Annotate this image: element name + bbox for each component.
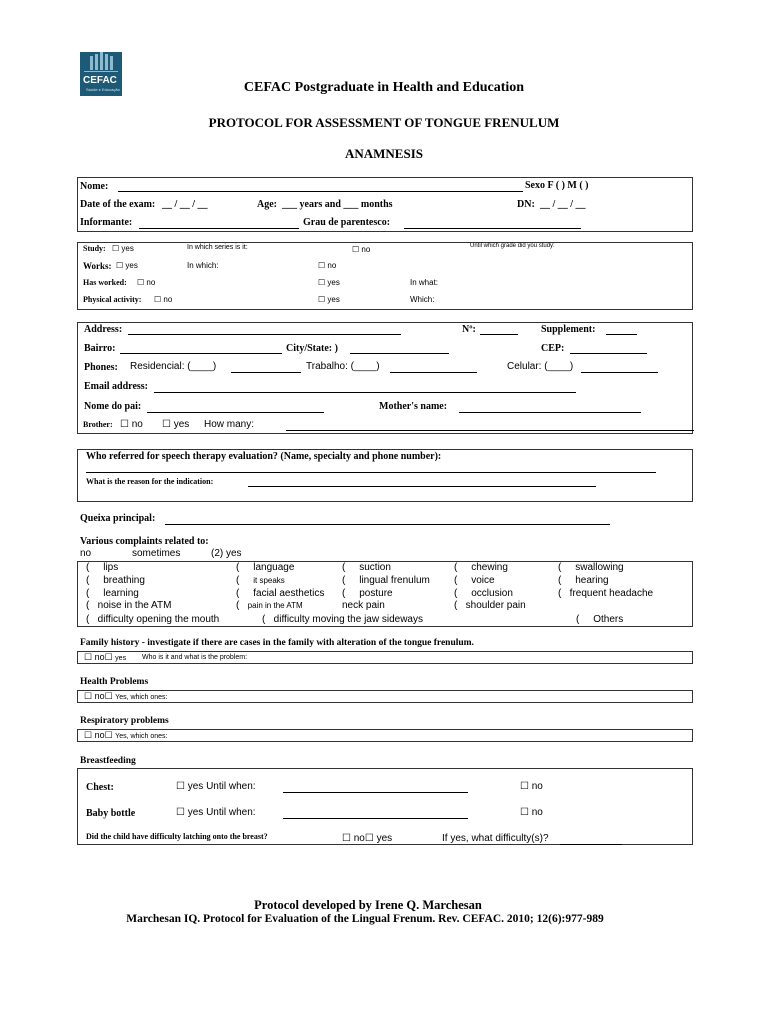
has-worked-no-text: no xyxy=(146,278,156,287)
works-no-option[interactable]: ☐ no xyxy=(318,261,337,270)
how-many-label: How many: xyxy=(204,419,255,430)
reason-field[interactable] xyxy=(248,476,596,487)
bottle-no-option[interactable]: ☐ no xyxy=(520,807,543,818)
complaint-label: language xyxy=(253,562,295,573)
respiratory-problems-title: Respiratory problems xyxy=(80,716,169,726)
footer-developed-by: Protocol developed by Irene Q. Marchesan xyxy=(254,898,482,912)
latch-no-text: no xyxy=(353,833,365,844)
informant-field[interactable] xyxy=(139,218,299,229)
date-label: Date of the exam: xyxy=(80,199,156,210)
complaint-label: swallowing xyxy=(575,562,624,573)
supplement-field[interactable] xyxy=(606,324,637,335)
family-yes-text: yes xyxy=(115,655,127,662)
chest-yes-option[interactable]: ☐ yes Until when: xyxy=(176,781,256,792)
dn-label: DN: xyxy=(517,199,535,210)
complaint-item[interactable]: ( learning xyxy=(86,588,139,599)
in-what-label: In what: xyxy=(410,278,439,287)
kinship-label: Grau de parentesco: xyxy=(303,217,391,228)
father-field[interactable] xyxy=(147,402,324,413)
cep-field[interactable] xyxy=(570,343,647,354)
cep-label: CEP: xyxy=(541,343,565,354)
has-worked-label: Has worked: xyxy=(83,278,127,287)
complaint-item[interactable]: ( facial aesthetics xyxy=(236,588,325,599)
complaint-item[interactable]: ( posture xyxy=(342,588,393,599)
physical-yes-option[interactable]: ☐ yes xyxy=(318,295,340,304)
number-field[interactable] xyxy=(480,324,518,335)
chest-label: Chest: xyxy=(86,782,114,793)
main-complaint-field[interactable] xyxy=(165,514,610,525)
complaint-label: noise in the ATM xyxy=(97,600,172,611)
series-label: In which series is it: xyxy=(187,244,248,251)
work-phone-field[interactable] xyxy=(390,362,477,373)
physical-no-text: no xyxy=(163,295,173,304)
has-worked-no-option[interactable]: ☐ no xyxy=(137,278,156,287)
complaint-label: difficulty moving the jaw sideways xyxy=(273,614,423,625)
email-label: Email address: xyxy=(84,381,148,392)
complaint-label: pain in the ATM xyxy=(247,601,303,610)
complaint-item[interactable]: ( lingual frenulum xyxy=(342,575,430,586)
logo-text: CEFAC xyxy=(83,75,117,86)
respiratory-yes-which: Yes, which ones: xyxy=(115,733,168,740)
bottle-until-field[interactable] xyxy=(283,808,468,819)
work-phone-label: Trabalho: (____) xyxy=(306,361,380,372)
chest-yes-until: yes Until when: xyxy=(187,781,256,792)
complaints-title: Various complaints related to: xyxy=(80,536,209,547)
dn-field[interactable]: __ / __ / __ xyxy=(540,199,586,210)
complaint-label: shoulder pain xyxy=(465,600,526,611)
complaint-item[interactable]: ( suction xyxy=(342,562,391,573)
age-field[interactable]: ___ years and ___ months xyxy=(282,199,393,210)
latch-option[interactable]: ☐ no☐ yes xyxy=(342,833,393,844)
name-field[interactable] xyxy=(118,181,523,192)
works-no-text: no xyxy=(327,261,337,270)
complaint-label: learning xyxy=(103,588,139,599)
institution-title: CEFAC Postgraduate in Health and Education xyxy=(243,80,525,95)
complaint-item[interactable]: ( difficulty moving the jaw sideways xyxy=(262,614,423,625)
complaint-label: breathing xyxy=(103,575,145,586)
health-no-text: no xyxy=(94,691,105,701)
sex-label: Sexo F ( ) M ( ) xyxy=(525,180,589,191)
has-worked-yes-text: yes xyxy=(327,278,340,287)
brother-no-text: no xyxy=(131,419,143,430)
health-yes-which: Yes, which ones: xyxy=(115,694,168,701)
bairro-field[interactable] xyxy=(120,343,282,354)
complaint-item[interactable]: ( shoulder pain xyxy=(454,600,526,611)
chest-no-text: no xyxy=(531,781,543,792)
kinship-field[interactable] xyxy=(404,218,581,229)
family-history-title: Family history - investigate if there are cases in the family with alteration of the tongue frenulum. xyxy=(80,638,474,648)
physical-activity-label: Physical activity: xyxy=(83,295,142,304)
complaint-item[interactable]: ( it speaks xyxy=(236,575,285,586)
complaint-item[interactable]: ( voice xyxy=(454,575,495,586)
residential-phone-field[interactable] xyxy=(231,362,301,373)
brother-yes-option[interactable]: ☐ yes xyxy=(162,419,190,430)
complaint-item[interactable]: ( frequent headache xyxy=(558,588,654,599)
phones-label: Phones: xyxy=(84,362,118,373)
residential-phone-label: Residencial: (____) xyxy=(130,361,217,372)
family-who-label: Who is it and what is the problem: xyxy=(142,654,248,661)
which-label: Which: xyxy=(410,295,435,304)
complaint-item[interactable]: ( noise in the ATM xyxy=(86,600,172,611)
baby-bottle-label: Baby bottle xyxy=(86,808,136,819)
complaint-label: it speaks xyxy=(253,576,285,585)
health-option[interactable]: ☐ no☐ Yes, which ones: xyxy=(84,691,168,701)
complaint-label: Others xyxy=(593,614,624,625)
protocol-title: PROTOCOL FOR ASSESSMENT OF TONGUE FRENULUM xyxy=(208,115,560,130)
mother-field[interactable] xyxy=(459,402,641,413)
complaint-label: voice xyxy=(471,575,495,586)
complaint-item[interactable]: ( breathing xyxy=(86,575,145,586)
complaint-item[interactable]: ( pain in the ATM xyxy=(236,600,303,611)
complaint-label: frequent headache xyxy=(569,588,654,599)
grade-label: Until which grade did you study: xyxy=(470,243,555,249)
has-worked-yes-option[interactable]: ☐ yes xyxy=(318,278,340,287)
supplement-label: Supplement: xyxy=(541,324,596,335)
complaint-item[interactable]: ( hearing xyxy=(558,575,609,586)
bottle-no-text: no xyxy=(531,807,543,818)
address-box xyxy=(77,322,693,434)
complaint-item[interactable]: ( difficulty opening the mouth xyxy=(86,614,220,625)
legend-no: no xyxy=(80,548,92,559)
age-label: Age: xyxy=(257,199,277,210)
works-yes-option[interactable]: ☐ yes xyxy=(116,261,138,270)
logo-subtext: Saúde e Educação xyxy=(86,87,120,92)
complaint-item[interactable]: ( Others xyxy=(576,614,624,625)
footer-citation: Marchesan IQ. Protocol for Evaluation of the Lingual Frenum. Rev. CEFAC. 2010; 12(6):977-989 xyxy=(126,913,604,925)
complaint-label: facial aesthetics xyxy=(253,588,325,599)
bottle-yes-until: yes Until when: xyxy=(187,807,256,818)
respiratory-option[interactable]: ☐ no☐ Yes, which ones: xyxy=(84,730,168,740)
family-no-option[interactable]: ☐ no☐ yes xyxy=(84,652,127,662)
works-label: Works: xyxy=(83,261,112,271)
bottle-yes-option[interactable]: ☐ yes Until when: xyxy=(176,807,256,818)
latch-yes-text: yes xyxy=(376,833,393,844)
family-no-text: no xyxy=(94,652,105,662)
breastfeeding-title: Breastfeeding xyxy=(80,756,136,766)
bairro-label: Bairro: xyxy=(84,343,116,354)
complaint-item[interactable]: ( chewing xyxy=(454,562,508,573)
informant-label: Informante: xyxy=(80,217,133,228)
study-no-option[interactable]: ☐ no xyxy=(352,245,371,254)
complaint-item[interactable]: ( language xyxy=(236,562,295,573)
legend-sometimes: sometimes xyxy=(132,548,181,559)
chest-until-field[interactable] xyxy=(283,782,468,793)
complaint-label: posture xyxy=(359,588,393,599)
complaint-label: lips xyxy=(103,562,119,573)
referral-field[interactable] xyxy=(86,462,656,473)
complaint-label: lingual frenulum xyxy=(359,575,430,586)
brother-label: Brother: xyxy=(83,420,113,429)
section-title: ANAMNESIS xyxy=(344,146,423,161)
complaint-label: chewing xyxy=(471,562,508,573)
reason-label: What is the reason for the indication: xyxy=(86,477,214,486)
complaint-label: difficulty opening the mouth xyxy=(97,614,220,625)
health-problems-box xyxy=(77,690,693,703)
referral-question: Who referred for speech therapy evaluation? (Name, specialty and phone number): xyxy=(86,451,442,462)
complaint-item[interactable]: ( swallowing xyxy=(558,562,624,573)
mother-label: Mother's name: xyxy=(379,401,448,412)
physical-yes-text: yes xyxy=(327,295,340,304)
latch-difficulty-field[interactable] xyxy=(560,834,622,845)
date-field[interactable]: __ / __ / __ xyxy=(162,199,208,210)
address-label: Address: xyxy=(84,324,123,335)
brother-yes-text: yes xyxy=(173,419,190,430)
complaint-item[interactable]: ( occlusion xyxy=(454,588,513,599)
address-field[interactable] xyxy=(128,324,401,335)
complaint-item[interactable] xyxy=(342,600,385,611)
main-complaint-label: Queixa principal: xyxy=(80,513,156,524)
how-many-field[interactable] xyxy=(286,420,694,431)
study-yes-text: yes xyxy=(121,244,134,253)
email-field[interactable] xyxy=(154,382,576,393)
complaint-label: hearing xyxy=(575,575,609,586)
latch-question: Did the child have difficulty latching onto the breast? xyxy=(86,832,268,841)
respiratory-problems-box xyxy=(77,729,693,742)
legend-yes: (2) yes xyxy=(211,548,242,559)
complaint-label: suction xyxy=(359,562,391,573)
complaint-label: neck pain xyxy=(342,600,385,611)
complaint-label: occlusion xyxy=(471,588,513,599)
brother-no-option[interactable]: ☐ no xyxy=(120,419,143,430)
health-problems-title: Health Problems xyxy=(80,677,149,687)
works-yes-text: yes xyxy=(125,261,138,270)
study-label: Study: xyxy=(83,244,106,253)
respiratory-no-text: no xyxy=(94,730,105,740)
cell-phone-label: Celular: (____) xyxy=(507,361,574,372)
city-field[interactable] xyxy=(350,343,449,354)
chest-no-option[interactable]: ☐ no xyxy=(520,781,543,792)
father-label: Nome do pai: xyxy=(84,401,142,412)
complaint-item[interactable]: ( lips xyxy=(86,562,119,573)
city-label: City/State: ) xyxy=(286,343,338,354)
number-label: Nº: xyxy=(462,324,476,335)
in-which-label: In which: xyxy=(187,261,219,270)
latch-if-yes-label: If yes, what difficulty(s)? xyxy=(442,833,549,844)
cell-phone-field[interactable] xyxy=(581,362,658,373)
study-yes-option[interactable]: ☐ yes xyxy=(112,244,134,253)
study-no-text: no xyxy=(361,245,371,254)
physical-no-option[interactable]: ☐ no xyxy=(154,295,173,304)
name-label: Nome: xyxy=(80,181,109,192)
